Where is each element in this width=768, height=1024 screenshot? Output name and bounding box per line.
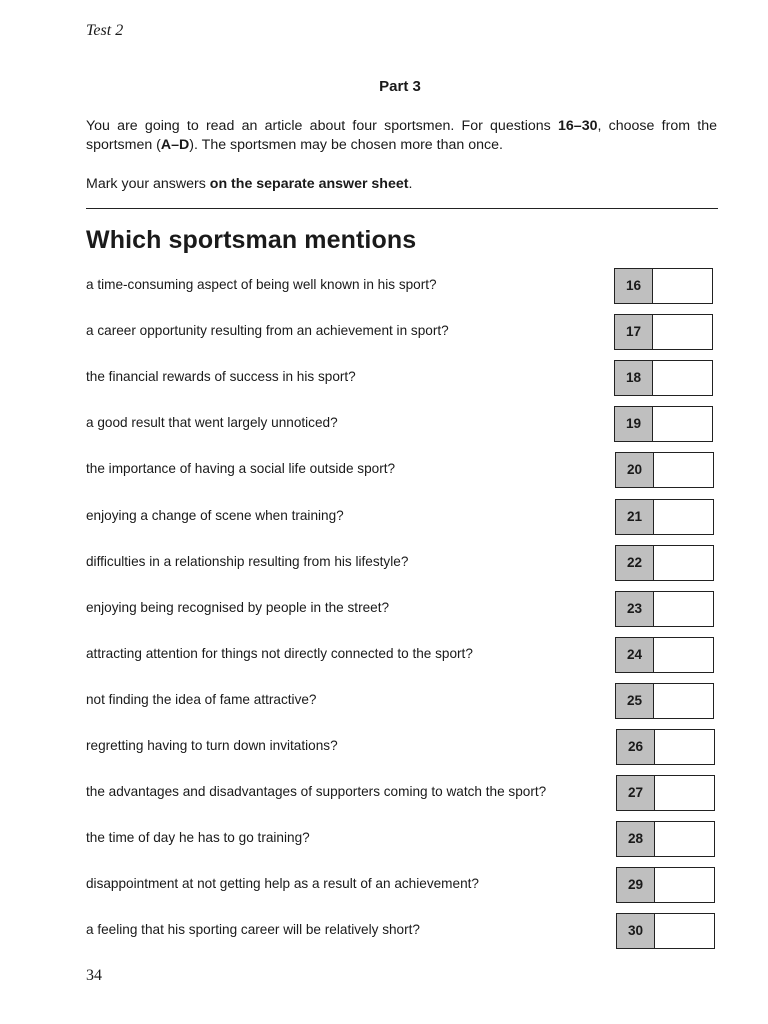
question-number: 30 [616, 913, 655, 949]
answer-box[interactable] [655, 775, 715, 811]
question-text: a time-consuming aspect of being well known in his sport? [86, 277, 437, 292]
question-row [0, 268, 768, 304]
question-number: 26 [616, 729, 655, 765]
question-text: not finding the idea of fame attractive? [86, 691, 317, 707]
option-range: A–D [160, 137, 190, 153]
question-text: the time of day he has to go training? [86, 830, 310, 846]
question-text: enjoying being recognised by people in the street? [86, 599, 390, 615]
answer-box[interactable] [654, 637, 714, 673]
question-text: the financial rewards of success in his sport? [86, 369, 356, 385]
question-text: the importance of having a social life outside sport? [86, 461, 396, 477]
question-row [0, 545, 768, 581]
answer-box[interactable] [654, 499, 714, 535]
question-row [0, 591, 768, 627]
question-range: 16–30 [558, 118, 598, 134]
question-row [0, 637, 768, 673]
question-text: disappointment at not getting help as a result of an achievement? [86, 876, 479, 892]
question-row [0, 314, 768, 350]
section-heading: Which sportsman mentions [86, 226, 417, 254]
question-number: 28 [616, 821, 655, 857]
question-text: a feeling that his sporting career will be relatively short? [86, 922, 420, 938]
note-emphasis: on the separate answer sheet [209, 176, 409, 192]
question-row [0, 729, 768, 765]
question-row [0, 913, 768, 949]
question-number: 24 [615, 637, 654, 673]
question-text: a career opportunity resulting from an achievement in sport? [86, 323, 449, 339]
answer-box[interactable] [653, 314, 713, 350]
question-number: 20 [615, 452, 654, 488]
answer-box[interactable] [655, 729, 715, 765]
answer-box[interactable] [654, 683, 714, 719]
answer-box[interactable] [654, 591, 714, 627]
page-number: 34 [86, 967, 102, 984]
answer-box[interactable] [653, 268, 713, 304]
question-number: 23 [615, 591, 654, 627]
question-text: difficulties in a relationship resulting from his lifestyle? [86, 553, 409, 569]
question-row [0, 821, 768, 857]
question-row [0, 360, 768, 396]
part-title: Part 3 [379, 78, 421, 95]
answer-box[interactable] [655, 867, 715, 903]
note-text: Mark your answers [86, 176, 210, 192]
question-number: 17 [614, 314, 653, 350]
question-row [0, 867, 768, 903]
answer-box[interactable] [655, 913, 715, 949]
answer-box[interactable] [654, 452, 714, 488]
question-text: regretting having to turn down invitations? [86, 738, 338, 753]
question-row [0, 683, 768, 719]
answer-box[interactable] [653, 406, 713, 442]
question-number: 21 [615, 499, 654, 535]
question-text: the advantages and disadvantages of supporters coming to watch the sport? [86, 784, 547, 800]
test-label: Test 2 [86, 22, 124, 39]
question-number: 22 [615, 545, 654, 581]
note-text: . [408, 176, 413, 192]
question-row [0, 775, 768, 811]
question-text: a good result that went largely unnoticed? [86, 415, 338, 431]
answer-box[interactable] [654, 545, 714, 581]
question-row [0, 499, 768, 535]
answer-box[interactable] [655, 821, 715, 857]
question-number: 25 [615, 683, 654, 719]
question-row [0, 406, 768, 442]
question-number: 29 [616, 867, 655, 903]
question-number: 19 [614, 406, 653, 442]
answer-box[interactable] [653, 360, 713, 396]
question-text: attracting attention for things not directly connected to the sport? [86, 645, 473, 661]
instructions-text: , choose from the sportsmen ( [86, 118, 717, 153]
instructions-text: ). The sportsmen may be chosen more than once. [189, 137, 503, 153]
question-row [0, 452, 768, 488]
instructions-text: You are going to read an article about four sportsmen. For questions [86, 118, 559, 134]
question-number: 16 [614, 268, 653, 304]
question-number: 27 [616, 775, 655, 811]
question-text: enjoying a change of scene when training? [86, 507, 344, 523]
question-number: 18 [614, 360, 653, 396]
